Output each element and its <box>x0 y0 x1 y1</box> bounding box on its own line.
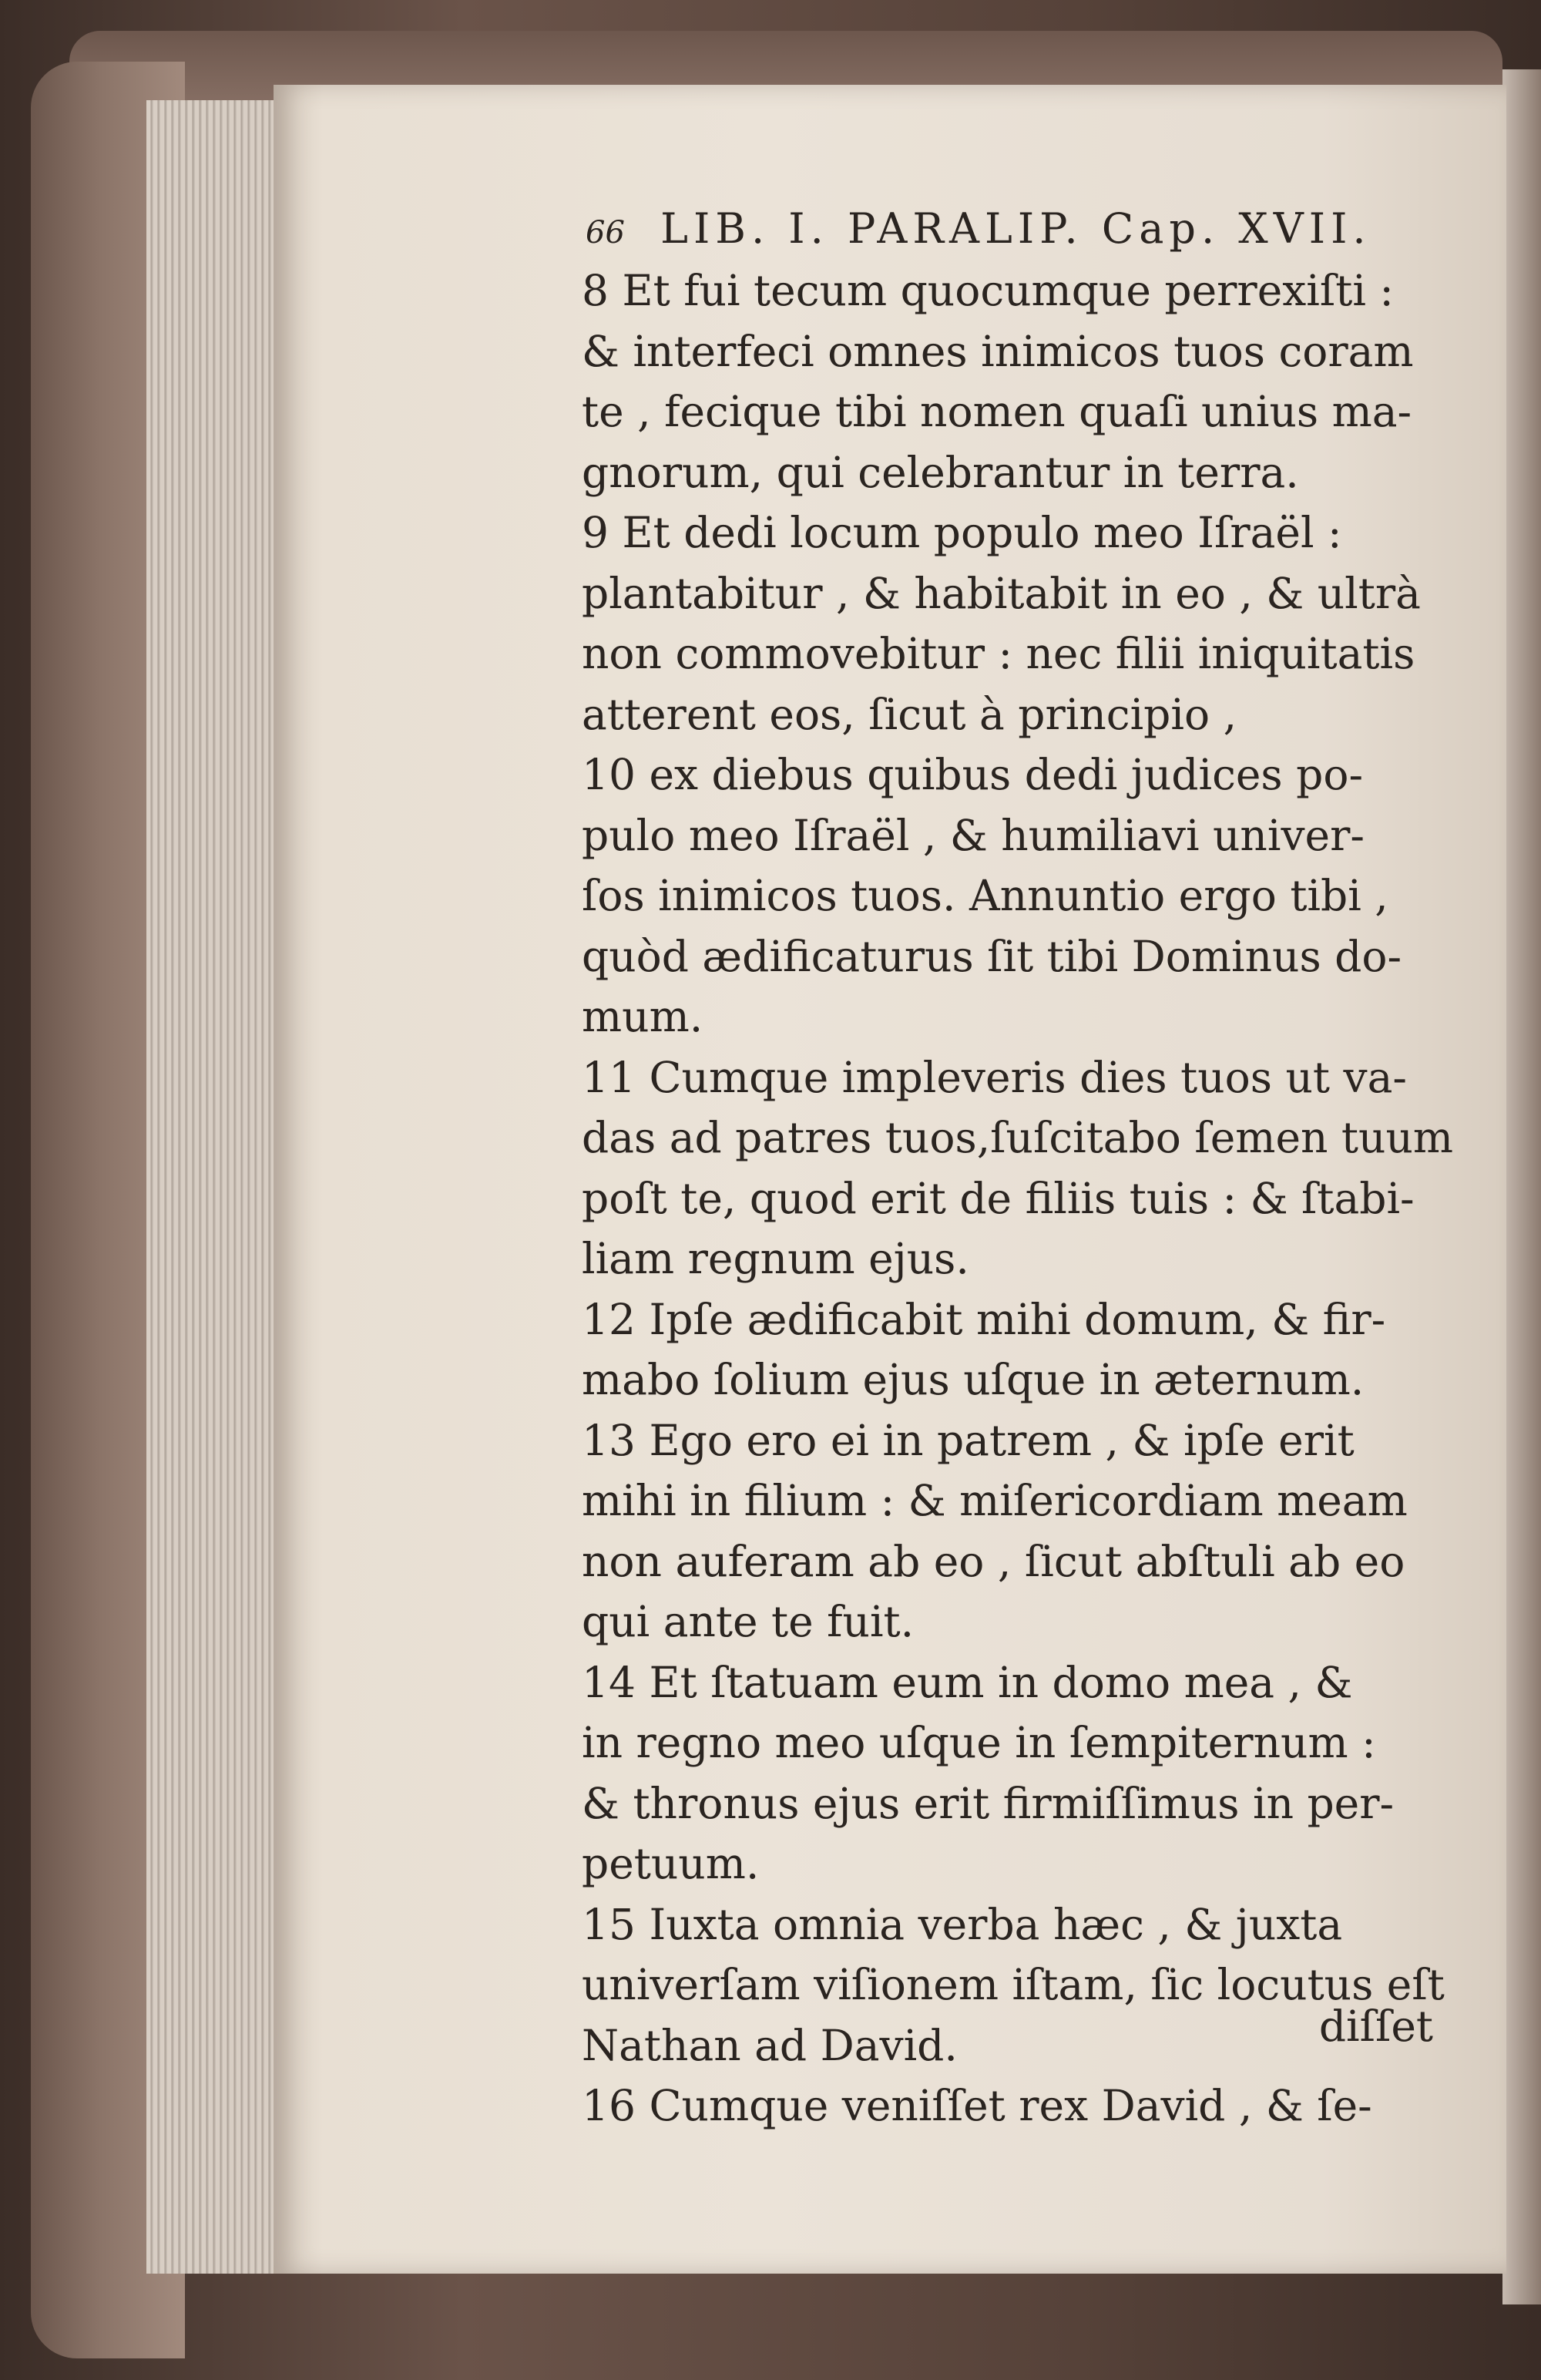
text-line: & interfeci omnes inimicos tuos coram <box>582 326 1414 376</box>
text-line: poſt te, quod erit de filiis tuis : & ſtabi- <box>582 1173 1415 1223</box>
catchword: diſſet <box>1318 2002 1433 2051</box>
running-header <box>586 202 1433 256</box>
text-line: mabo ſolium ejus uſque in æternum. <box>582 1355 1365 1404</box>
text-line: univerſam viſionem iſtam, ſic locutus eſt <box>582 1960 1445 2009</box>
text-line: petuum. <box>582 1839 760 1888</box>
text-line: ſos inimicos tuos. Annuntio ergo tibi , <box>582 871 1388 920</box>
verse-text-block <box>582 261 1454 2136</box>
text-line: mum. <box>582 992 703 1041</box>
text-line: 13 Ego ero ei in patrem , & ipſe erit <box>582 1415 1355 1465</box>
text-line: non commovebitur : nec filii iniquitatis <box>582 629 1415 678</box>
text-line: qui ante te fuit. <box>582 1597 915 1646</box>
text-line: Nathan ad David. <box>582 2020 958 2070</box>
text-line: 16 Cumque veniſſet rex David , & ſe- <box>582 2081 1372 2130</box>
running-title: LIB. I. PARALIP. Cap. XVII. <box>660 204 1371 253</box>
text-line: non auferam ab eo , ſicut abſtuli ab eo <box>582 1536 1405 1586</box>
text-line: 10 ex diebus quibus dedi judices po- <box>582 750 1364 799</box>
text-line: 8 Et fui tecum quocumque perrexiſti : <box>582 266 1394 315</box>
text-line: 9 Et dedi locum populo meo Iſraël : <box>582 508 1342 557</box>
text-line: 11 Cumque impleveris dies tuos ut va- <box>582 1052 1407 1102</box>
text-line: in regno meo uſque in ſempiternum : <box>582 1718 1376 1767</box>
text-line: gnorum, qui celebrantur in terra. <box>582 447 1299 497</box>
text-line: 15 Iuxta omnia verba hæc , & juxta <box>582 1899 1343 1949</box>
text-line: 14 Et ſtatuam eum in domo mea , & <box>582 1657 1353 1707</box>
text-line: liam regnum ejus. <box>582 1234 969 1283</box>
text-line: plantabitur , & habitabit in eo , & ultrà <box>582 568 1421 618</box>
page-right-edge <box>1502 69 1541 2304</box>
text-line: mihi in filium : & miſericordiam meam <box>582 1476 1408 1525</box>
text-line: te , fecique tibi nomen quaſi unius ma- <box>582 387 1412 436</box>
text-line: quòd ædificaturus ſit tibi Dominus do- <box>582 931 1402 981</box>
text-line: das ad patres tuos,ſuſcitabo ſemen tuum <box>582 1113 1454 1162</box>
text-line: & thronus ejus erit firmiſſimus in per- <box>582 1778 1395 1828</box>
text-line: atterent eos, ſicut à principio , <box>582 689 1237 739</box>
page-number: 66 <box>586 215 625 250</box>
text-line: pulo meo Iſraël , & humiliavi univer- <box>582 810 1365 860</box>
stacked-page-edges <box>146 100 293 2274</box>
text-line: 12 Ipſe ædificabit mihi domum, & fir- <box>582 1294 1386 1344</box>
